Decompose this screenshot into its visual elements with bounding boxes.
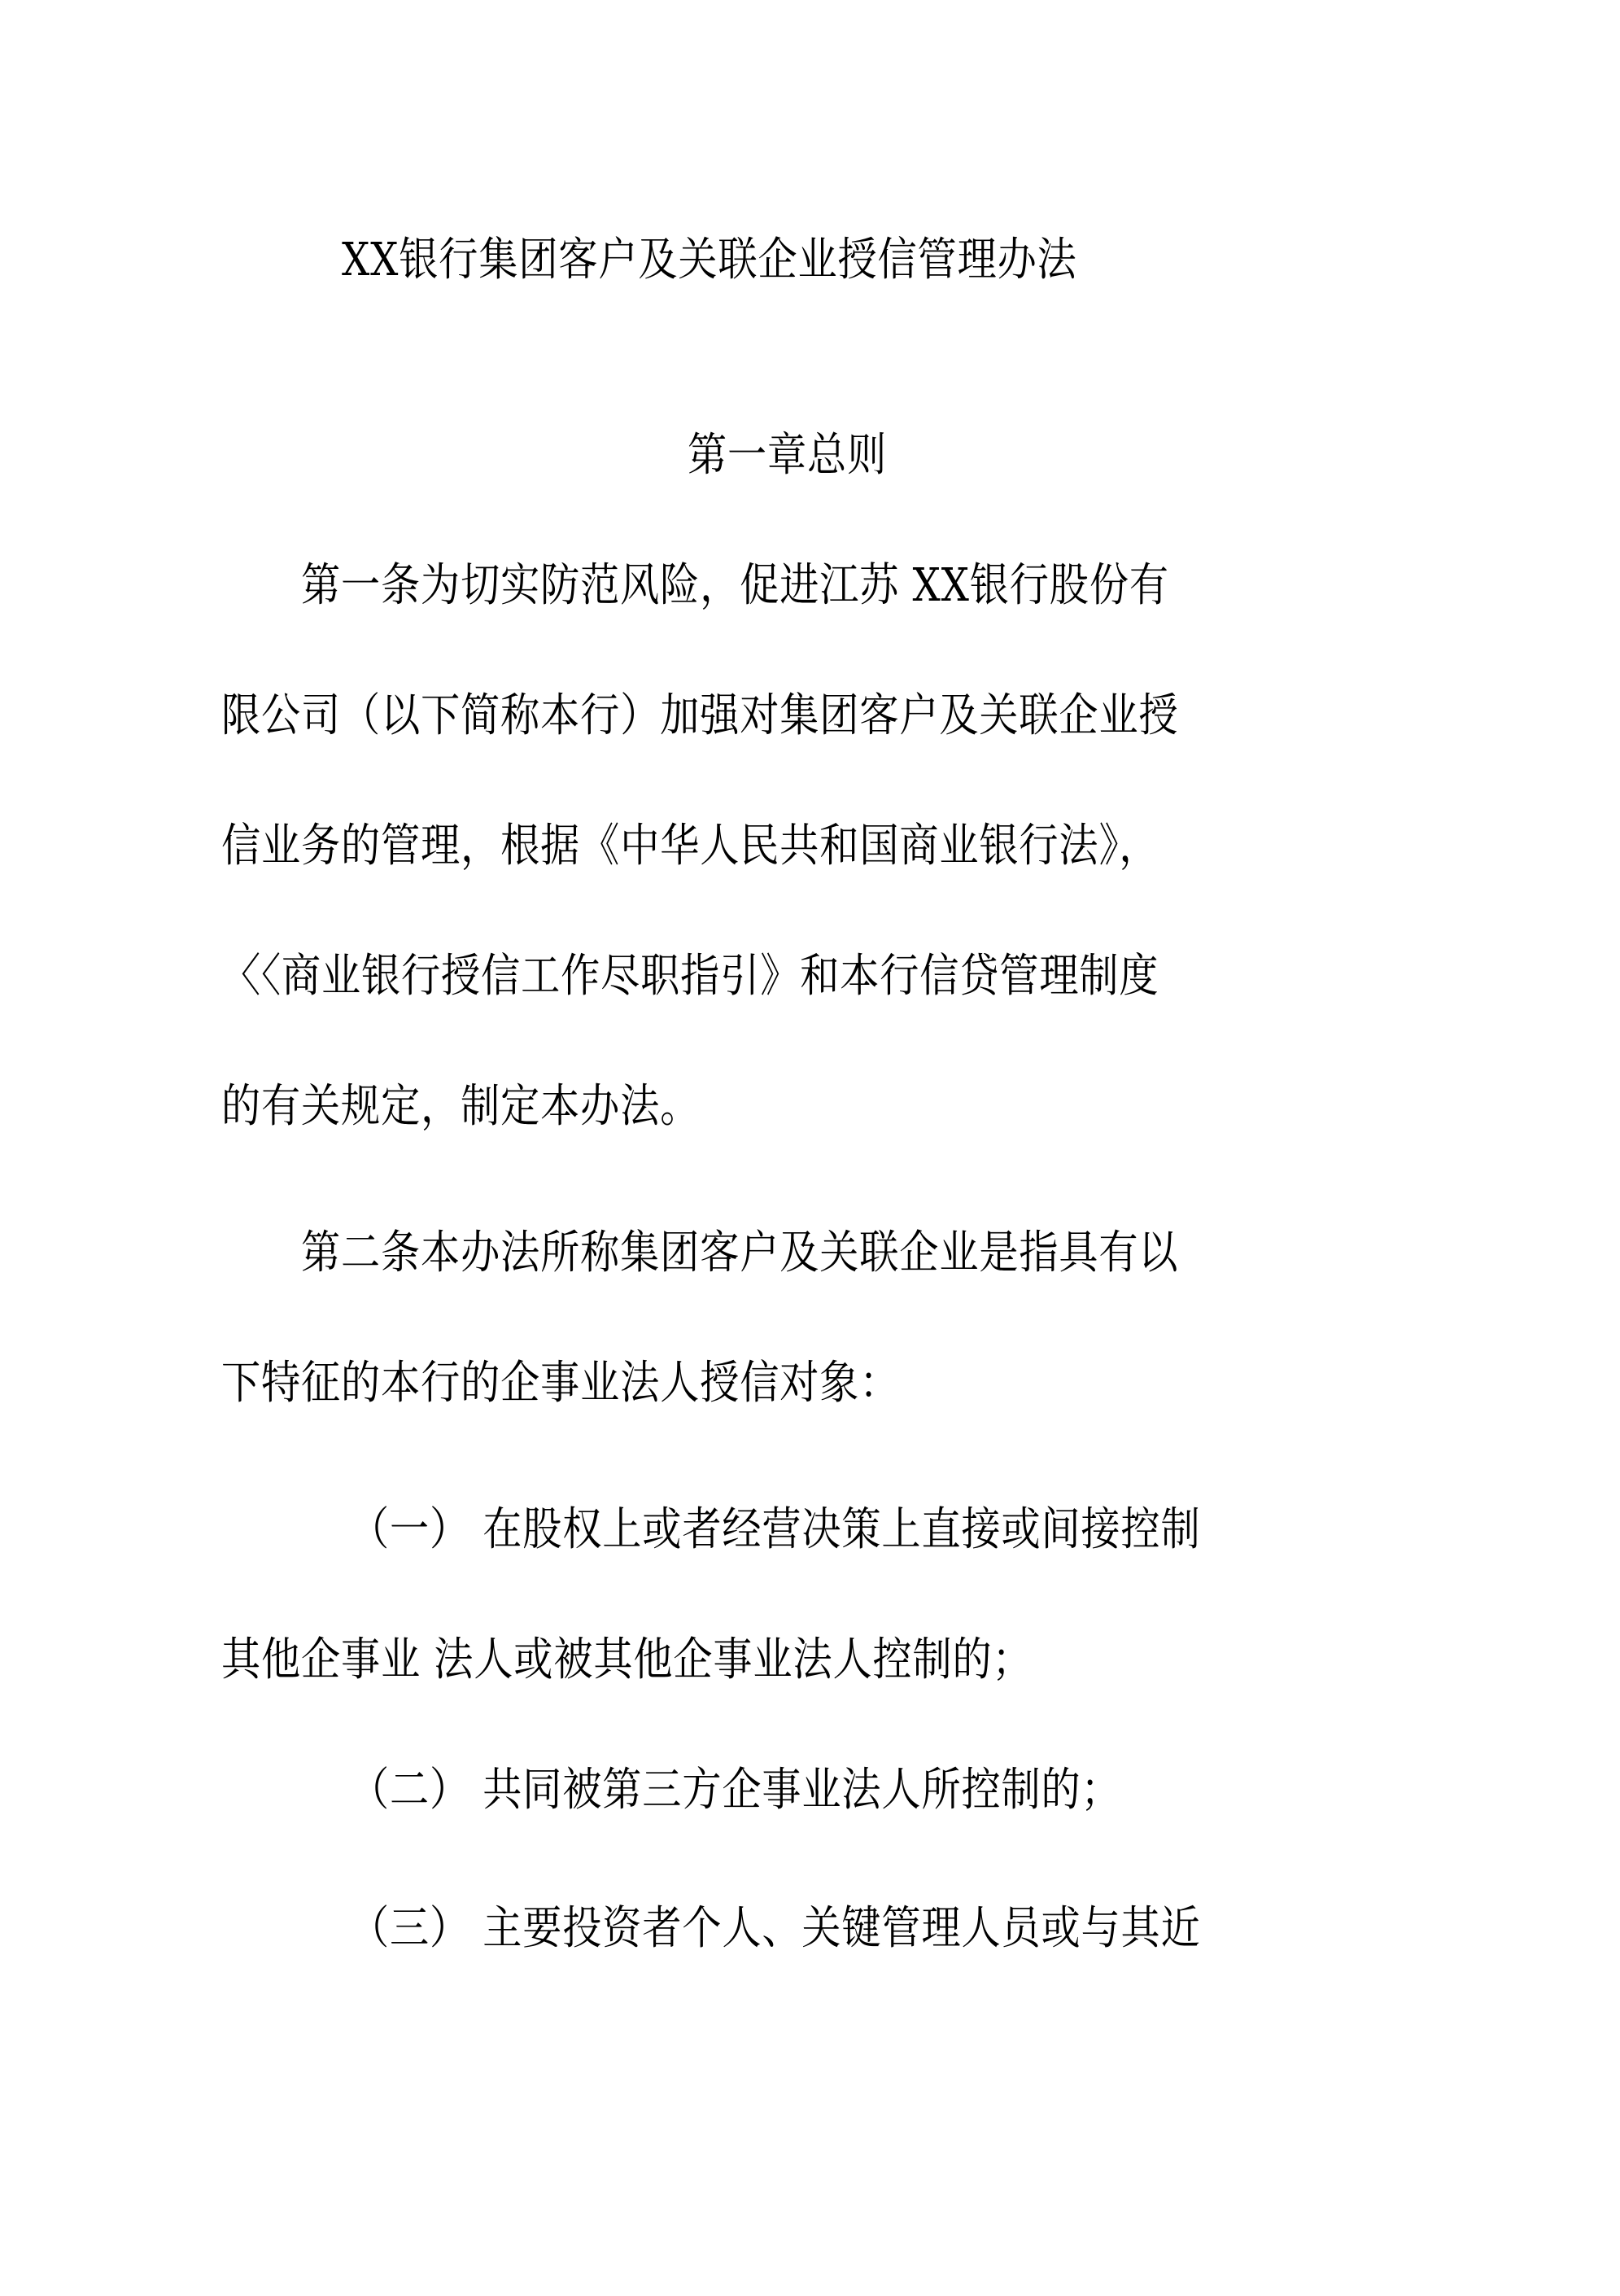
list-item-line: 其他企事业 法人或被其他企事业法人控制的； <box>221 1633 1033 1686</box>
paragraph-line: 下特征的本行的企事业法人授信对象： <box>221 1357 900 1410</box>
paragraph-line: 〈〈商业银行授信工作尽职指引》和本行信贷管理制度 <box>221 950 1159 1003</box>
list-item-line: （三） 主要投资者个人、关键管理人员或与其近 <box>350 1902 1201 1955</box>
paragraph-line: 限公司（以下简称本行）加强对集团客户及关联企业授 <box>221 689 1179 742</box>
paragraph-line: 信业务的管理，根据《中华人民共和国商业银行法》， <box>221 820 1159 872</box>
chapter-heading: 第一章总则 <box>688 429 888 482</box>
paragraph-line: 第二条本办法所称集团客户及关联企业是指具有以 <box>301 1227 1179 1279</box>
document-title: XX银行集团客户及关联企业授信管理办法 <box>342 234 1077 286</box>
list-item-line: （二） 共同被第三方企事业法人所控制的； <box>350 1764 1121 1817</box>
list-item-line: （一） 在股权上或者经营决策上直接或间接控制 <box>350 1503 1201 1556</box>
paragraph-line: 的有关规定，制定本办法。 <box>221 1080 701 1133</box>
paragraph-line: 第一条为切实防范风险，促进江苏 XX银行股份有 <box>301 559 1169 612</box>
